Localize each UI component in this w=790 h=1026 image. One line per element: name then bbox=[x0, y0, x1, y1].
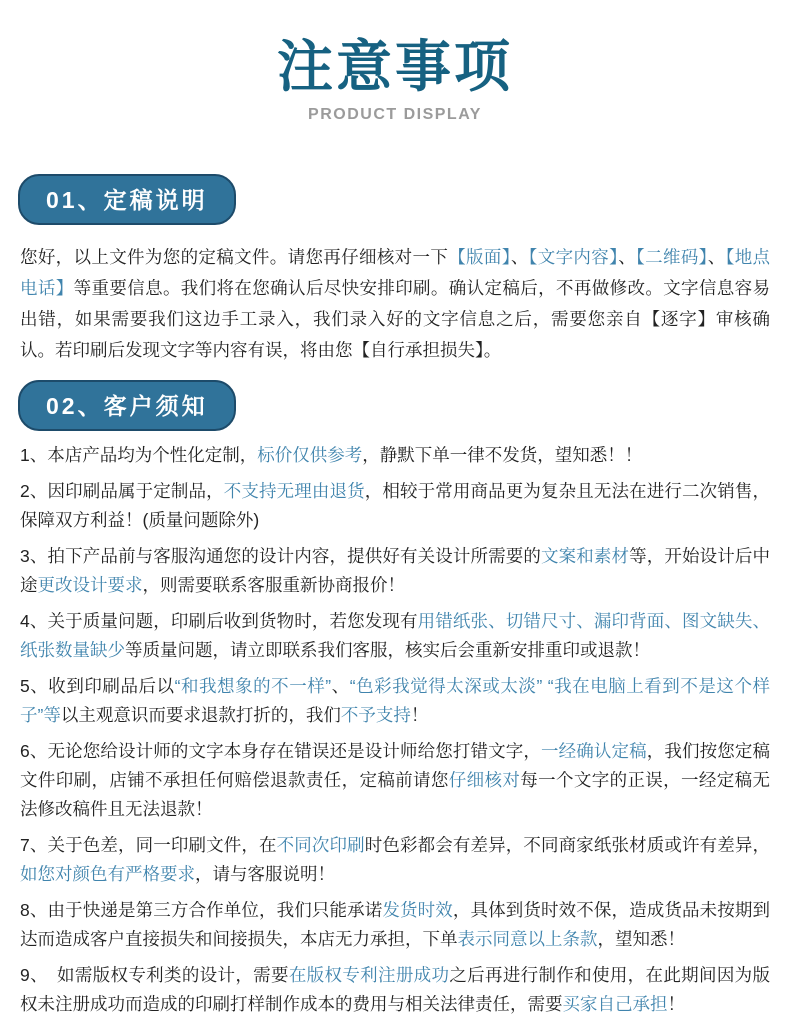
body-text: ！ bbox=[410, 704, 429, 725]
highlighted-text: 不支持无理由退货 bbox=[223, 480, 365, 501]
body-text: 1、本店产品均为个性化定制， bbox=[20, 444, 258, 465]
section-1-badge-label: 01、定稿说明 bbox=[46, 186, 208, 213]
body-text: 、 bbox=[707, 246, 726, 267]
body-text: 时色彩都会有差异，不同商家纸张材质或许有差异， bbox=[364, 834, 771, 855]
section-2-badge-label: 02、客户须知 bbox=[46, 392, 208, 419]
body-text: 4、关于质量问题，印刷后收到货物时，若您发现有 bbox=[20, 610, 418, 631]
body-text: 7、关于色差，同一印刷文件，在 bbox=[20, 834, 277, 855]
notice-item bbox=[20, 737, 770, 824]
body-text: 之后再进行制作和使用，在此期间因为版权未注册成功而造成的印刷打样制作成本的费用与相关法律责任，需要 bbox=[20, 964, 771, 1014]
body-text: 5、收到印刷品后以 bbox=[20, 675, 175, 696]
highlighted-text: 表示同意以上条款 bbox=[457, 928, 598, 949]
highlighted-text: 如您对颜色有严格要求 bbox=[20, 863, 195, 884]
highlighted-text: 标价仅供参考 bbox=[257, 444, 363, 465]
highlighted-text: “和我想象的不一样” bbox=[174, 675, 332, 696]
notice-item bbox=[20, 542, 770, 600]
notice-list bbox=[20, 441, 770, 1019]
body-text: 等，开始设计后中途 bbox=[20, 545, 771, 595]
body-text: ，则需要联系客服重新协商报价！ bbox=[142, 574, 405, 595]
body-text: 6、无论您给设计师的文字本身存在错误还是设计师给您打错文字， bbox=[20, 740, 541, 761]
notice-item bbox=[20, 607, 770, 665]
highlighted-text: 用错纸张、切错尺寸、漏印背面、图文缺失、纸张数量缺少 bbox=[20, 610, 771, 660]
body-text: 您好，以上文件为您的定稿文件。请您再仔细核对一下 bbox=[20, 246, 449, 267]
highlighted-text: 一经确认定稿 bbox=[541, 740, 647, 761]
highlighted-text: 【文字内容】 bbox=[528, 246, 619, 267]
highlighted-text: 更改设计要求 bbox=[37, 574, 143, 595]
notice-item bbox=[20, 441, 770, 470]
body-text: 8、由于快递是第三方合作单位，我们只能承诺 bbox=[20, 899, 383, 920]
body-text: 等质量问题，请立即联系我们客服，核实后会重新安排重印或退款！ bbox=[125, 639, 650, 660]
page-title: 注意事项 bbox=[277, 35, 513, 98]
body-text: 每一个文字的正误，一经定稿无法修改稿件且无法退款！ bbox=[20, 769, 771, 819]
page-subtitle: PRODUCT DISPLAY bbox=[308, 105, 482, 123]
highlighted-text: 在版权专利注册成功 bbox=[288, 964, 450, 985]
page-header bbox=[0, 36, 790, 124]
body-text: 2、因印刷品属于定制品， bbox=[20, 480, 224, 501]
section-customer-notice bbox=[0, 380, 790, 1019]
highlighted-text: 【二维码】 bbox=[636, 246, 708, 267]
body-text: ，具体到货时效不保，造成货品未按期到达而造成客户直接损失和间接损失，本店无力承担，下单 bbox=[20, 899, 771, 949]
body-text: ，请与客服说明！ bbox=[195, 863, 335, 884]
body-text: 、 bbox=[331, 675, 350, 696]
body-text: 、 bbox=[510, 246, 529, 267]
highlighted-text: 不予支持 bbox=[340, 704, 411, 725]
section-finalization bbox=[0, 174, 790, 366]
section-1-badge bbox=[18, 174, 236, 225]
highlighted-text: 买家自己承担 bbox=[562, 993, 668, 1014]
highlighted-text: 文案和素材 bbox=[541, 545, 630, 566]
body-text: ，静默下单一律不发货，望知悉！！ bbox=[362, 444, 643, 465]
highlighted-text: “我在电脑上看到不是这个样子”等 bbox=[20, 675, 771, 725]
highlighted-text: 发货时效 bbox=[382, 899, 453, 920]
section-2-badge bbox=[18, 380, 236, 431]
notice-item bbox=[20, 961, 770, 1019]
highlighted-text: “色彩我觉得太深或太淡” bbox=[349, 675, 543, 696]
body-text: 等重要信息。我们将在您确认后尽快安排印刷。确认定稿后，不再做修改。文字信息容易出错，如果需要我们这边手工录入，我们录入好的文字信息之后，需要您亲自【逐字】审核确认。若印刷后发现文字等内容有误，将由您【自行承担损失】。 bbox=[20, 277, 771, 360]
body-text: ，我们按您定稿文件印刷，店铺不承担任何赔偿退款责任，定稿前请您 bbox=[20, 740, 771, 790]
notice-item bbox=[20, 672, 770, 730]
body-text: 以主观意识而要求退款打折的，我们 bbox=[60, 704, 341, 725]
notice-item bbox=[20, 831, 770, 889]
finalization-paragraph bbox=[20, 242, 770, 366]
body-text: ，相较于常用商品更为复杂且无法在进行二次销售，保障双方利益！(质量问题除外) bbox=[20, 480, 771, 530]
notice-item bbox=[20, 477, 770, 535]
highlighted-text: 不同次印刷 bbox=[276, 834, 365, 855]
notice-item bbox=[20, 896, 770, 954]
body-text: 3、拍下产品前与客服沟通您的设计内容，提供好有关设计所需要的 bbox=[20, 545, 541, 566]
body-text: ！ bbox=[667, 993, 685, 1014]
body-text: 9、 如需版权专利类的设计，需要 bbox=[20, 964, 289, 985]
highlighted-text: 【版面】 bbox=[448, 246, 511, 267]
highlighted-text: 仔细核对 bbox=[448, 769, 521, 790]
body-text: 、 bbox=[618, 246, 637, 267]
highlighted-text: 【地点电话】 bbox=[20, 246, 771, 298]
body-text: ，望知悉！ bbox=[597, 928, 685, 949]
